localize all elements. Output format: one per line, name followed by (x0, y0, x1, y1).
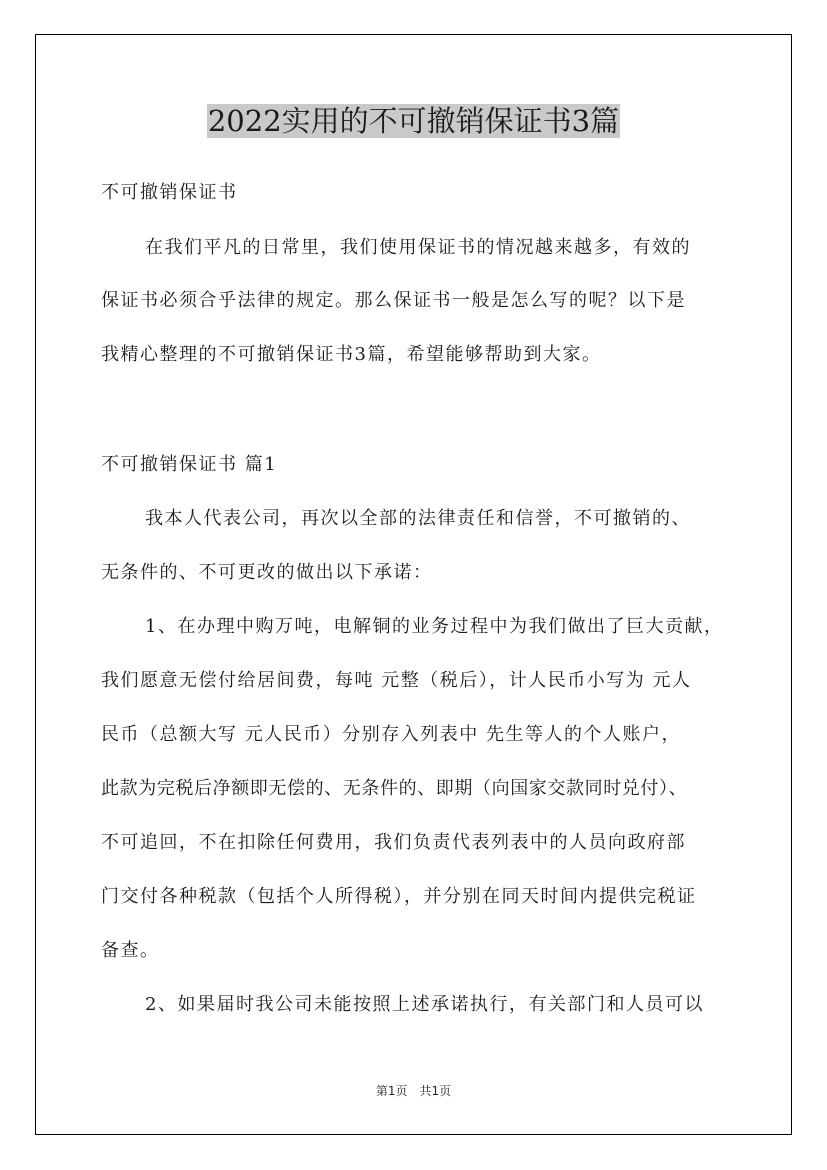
section1-heading: 不可撤销保证书 篇1 (101, 454, 278, 475)
section1-paragraph-line: 门交付各种税款（包括个人所得税），并分别在同天时间内提供完税证 (101, 886, 697, 907)
section1-paragraph-line: 民币（总额大写 元人民币）分别存入列表中 先生等人的个人账户， (101, 724, 681, 745)
section1-paragraph-line: 无条件的、不可更改的做出以下承诺： (101, 562, 433, 583)
document-title-text: 2022实用的不可撤销保证书3篇 (207, 104, 620, 138)
page-total: 共1页 (419, 1084, 452, 1098)
intro-paragraph-line: 在我们平凡的日常里，我们使用保证书的情况越来越多，有效的 (145, 237, 691, 258)
section1-paragraph-line: 我本人代表公司，再次以全部的法律责任和信誉，不可撤销的、 (145, 508, 691, 529)
section1-paragraph-line: 2、如果届时我公司未能按照上述承诺执行，有关部门和人员可以 (145, 994, 704, 1015)
intro-heading: 不可撤销保证书 (101, 182, 238, 203)
intro-paragraph-line: 保证书必须合乎法律的规定。那么保证书一般是怎么写的呢？以下是 (101, 290, 686, 311)
page-footer (0, 1083, 827, 1099)
intro-paragraph-line: 我精心整理的不可撤销保证书3篇，希望能够帮助到大家。 (101, 344, 602, 365)
document-title (0, 101, 827, 141)
section1-paragraph-line: 我们愿意无偿付给居间费，每吨 元整（税后），计人民币小写为 元人 (101, 670, 692, 691)
section1-paragraph-line: 不可追回，不在扣除任何费用，我们负责代表列表中的人员向政府部 (101, 832, 686, 853)
section1-paragraph-line: 备查。 (101, 940, 160, 961)
page-number: 第1页 (375, 1084, 408, 1098)
section1-paragraph-line: 此款为完税后净额即无偿的、无条件的、即期（向国家交款同时兑付）、 (101, 778, 688, 799)
section1-paragraph-line: 1、在办理中购万吨，电解铜的业务过程中为我们做出了巨大贡献， (145, 616, 724, 637)
